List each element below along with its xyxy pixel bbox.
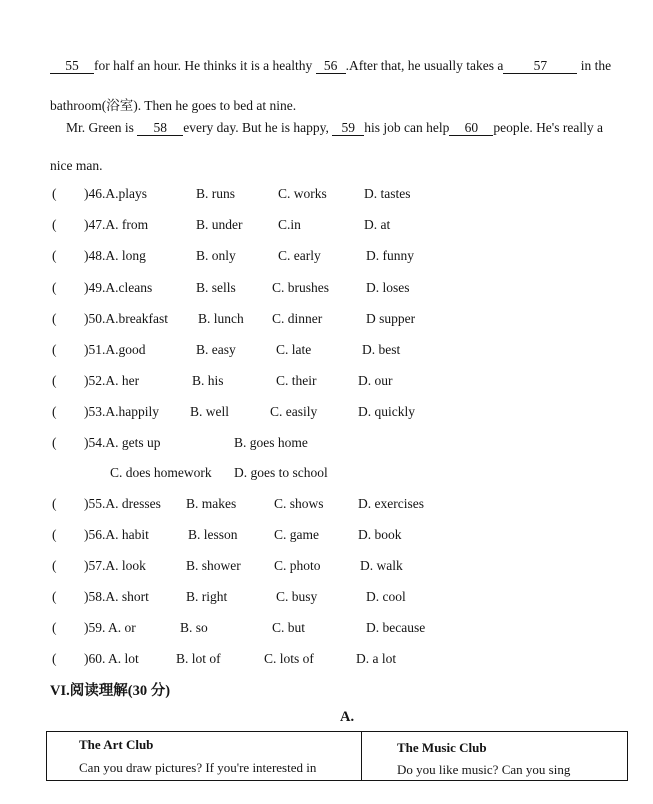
passage-text: for half an hour. He thinks it is a healthy (94, 58, 313, 73)
option-a: )46.A.plays (84, 186, 147, 201)
answer-paren[interactable]: ( (52, 217, 57, 232)
option-a: )54.A. gets up (84, 435, 161, 450)
option-d: D. loses (366, 280, 410, 295)
option-d: D. walk (360, 558, 403, 573)
question-49 (0, 280, 653, 300)
option-b: B. sells (196, 280, 236, 295)
option-c: C. brushes (272, 280, 329, 295)
music-club-title: The Music Club (397, 740, 487, 755)
answer-paren[interactable]: ( (52, 248, 57, 263)
option-a: )50.A.breakfast (84, 311, 168, 326)
question-59 (0, 620, 653, 640)
answer-paren[interactable]: ( (52, 620, 57, 635)
option-b: B. his (192, 373, 224, 388)
question-55 (0, 496, 653, 516)
passage-text: in the (580, 58, 612, 73)
option-a: )49.A.cleans (84, 280, 153, 295)
passage-text: Mr. Green is (66, 120, 134, 135)
option-b: B. so (180, 620, 208, 635)
art-club-title: The Art Club (79, 737, 154, 752)
blank-55: 55 (50, 59, 94, 74)
answer-paren[interactable]: ( (52, 527, 57, 542)
passage-text: people. He's really a (493, 120, 603, 135)
option-b: B. shower (186, 558, 241, 573)
option-c: C. but (272, 620, 306, 635)
question-56 (0, 527, 653, 547)
option-b: B. well (190, 404, 229, 419)
option-b: B. lunch (198, 311, 244, 326)
option-b: B. under (196, 217, 243, 232)
option-c: C.in (278, 217, 301, 232)
answer-paren[interactable]: ( (52, 311, 57, 326)
music-club-text: Do you like music? Can you sing (397, 762, 571, 777)
option-c: C. easily (270, 404, 318, 419)
answer-paren[interactable]: ( (52, 558, 57, 573)
option-d: D. tastes (364, 186, 411, 201)
blank-59: 59 (332, 121, 364, 136)
answer-paren[interactable]: ( (52, 373, 57, 388)
answer-paren[interactable]: ( (52, 280, 57, 295)
option-c: C. photo (274, 558, 321, 573)
option-b: B. goes home (234, 435, 308, 450)
option-d: D. exercises (358, 496, 424, 511)
question-60 (0, 651, 653, 671)
answer-paren[interactable]: ( (52, 186, 57, 201)
question-52 (0, 373, 653, 393)
option-c: C. early (278, 248, 321, 263)
option-a: )60. A. lot (84, 651, 139, 666)
passage-line-2: bathroom(浴室). Then he goes to bed at nine. (50, 98, 297, 113)
answer-paren[interactable]: ( (52, 435, 57, 450)
option-c: C. game (274, 527, 319, 542)
table-divider (361, 732, 362, 780)
question-58 (0, 589, 653, 609)
option-b: B. makes (186, 496, 237, 511)
question-50 (0, 311, 653, 331)
option-b: B. lot of (176, 651, 221, 666)
option-c: C. works (278, 186, 327, 201)
option-a: )57.A. look (84, 558, 146, 573)
option-c: C. busy (276, 589, 318, 604)
art-club-text: Can you draw pictures? If you're interested in (79, 760, 317, 775)
answer-paren[interactable]: ( (52, 651, 57, 666)
option-d: D. quickly (358, 404, 415, 419)
option-a: )53.A.happily (84, 404, 159, 419)
option-b: B. easy (196, 342, 236, 357)
option-a: )58.A. short (84, 589, 149, 604)
section-title: VI.阅读理解(30 分) (50, 683, 171, 699)
option-d: D supper (366, 311, 416, 326)
blank-56: 56 (316, 59, 346, 74)
option-a: )59. A. or (84, 620, 136, 635)
section-subtitle: A. (340, 709, 355, 725)
option-a: )52.A. her (84, 373, 140, 388)
question-54 (0, 435, 653, 485)
option-a: )48.A. long (84, 248, 146, 263)
option-d: D. book (358, 527, 402, 542)
passage-text: his job can help (364, 120, 450, 135)
option-b: B. right (186, 589, 228, 604)
option-a: )51.A.good (84, 342, 146, 357)
clubs-table (46, 731, 628, 781)
passage-text: .After that, he usually takes a (345, 58, 504, 73)
question-53 (0, 404, 653, 424)
option-b: B. lesson (188, 527, 238, 542)
answer-paren[interactable]: ( (52, 404, 57, 419)
option-b: B. only (196, 248, 236, 263)
option-c: C. does homework (110, 465, 212, 480)
question-48 (0, 248, 653, 268)
answer-paren[interactable]: ( (52, 342, 57, 357)
blank-57: 57 (503, 59, 577, 74)
option-c: C. late (276, 342, 312, 357)
option-c: C. their (276, 373, 317, 388)
answer-paren[interactable]: ( (52, 496, 57, 511)
option-d: D. our (358, 373, 393, 388)
option-a: )47.A. from (84, 217, 149, 232)
option-d: D. cool (366, 589, 406, 604)
option-b: B. runs (196, 186, 236, 201)
option-c: C. dinner (272, 311, 323, 326)
option-a: )55.A. dresses (84, 496, 161, 511)
passage-text: every day. But he is happy, (183, 120, 329, 135)
option-d: D. best (362, 342, 401, 357)
option-c: C. shows (274, 496, 324, 511)
option-d: D. because (366, 620, 426, 635)
option-d: D. at (364, 217, 391, 232)
blank-60: 60 (449, 121, 493, 136)
passage-line-4: nice man. (50, 158, 103, 173)
option-a: )56.A. habit (84, 527, 149, 542)
question-57 (0, 558, 653, 578)
answer-paren[interactable]: ( (52, 589, 57, 604)
blank-58: 58 (137, 121, 183, 136)
question-46 (0, 186, 653, 206)
passage-line-3 (66, 120, 603, 136)
option-d: D. goes to school (234, 465, 328, 480)
option-d: D. funny (366, 248, 414, 263)
passage-line-1 (50, 58, 611, 74)
option-c: C. lots of (264, 651, 314, 666)
option-d: D. a lot (356, 651, 397, 666)
question-47 (0, 217, 653, 237)
question-51 (0, 342, 653, 362)
